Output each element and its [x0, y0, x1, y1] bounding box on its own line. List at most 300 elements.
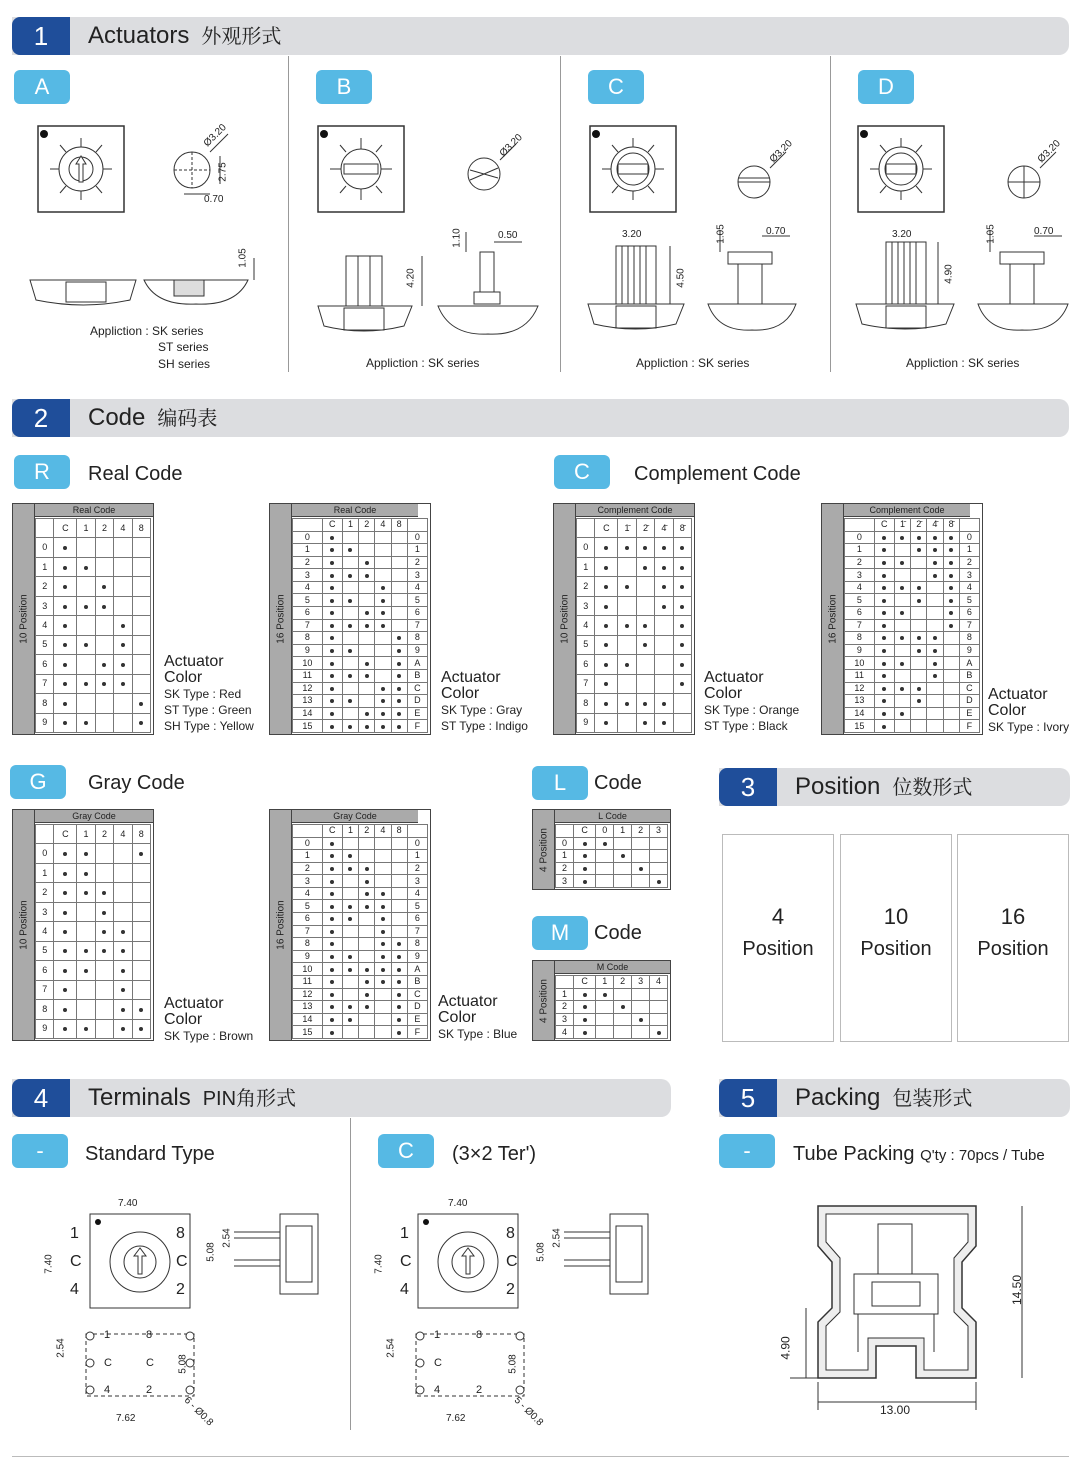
code-dot	[643, 546, 647, 550]
section-bar-packing	[719, 1079, 1070, 1117]
code-dot	[63, 988, 67, 992]
table-side-text: 4 Position	[538, 827, 549, 872]
position-label: Position	[742, 938, 814, 960]
section-title-en: Actuators	[88, 22, 190, 49]
grid-cell	[927, 632, 943, 645]
tube-packing-drawing	[776, 1196, 1036, 1426]
application-label: ST series	[158, 340, 209, 354]
grid-row-header: 7	[293, 925, 323, 938]
grid-row-header: 9	[845, 644, 875, 657]
code-dot	[381, 892, 385, 896]
code-dot	[330, 880, 334, 884]
grid-cell	[54, 883, 77, 902]
grid-cell	[54, 538, 77, 557]
table-row	[845, 632, 980, 645]
grid-cell	[359, 875, 375, 888]
grid-cell	[342, 619, 358, 632]
table-row	[293, 594, 428, 607]
grid-cell	[95, 1000, 113, 1019]
code-dot	[643, 624, 647, 628]
grid-cell	[77, 538, 95, 557]
grid-row-hex: C	[407, 988, 427, 1001]
table-row	[293, 900, 428, 913]
code-dot	[381, 624, 385, 628]
code-dot	[381, 687, 385, 691]
code-dot	[882, 725, 886, 729]
grid-row-header: 7	[36, 980, 54, 999]
grid-cell	[77, 577, 95, 596]
table-row	[845, 581, 980, 594]
grid-cell	[359, 1001, 375, 1014]
grid-cell	[391, 607, 407, 620]
code-dot	[949, 599, 953, 603]
code-dot	[139, 702, 143, 706]
code-dot	[102, 891, 106, 895]
grid-cell	[943, 707, 959, 720]
code-dot	[102, 682, 106, 686]
code-dot	[102, 605, 106, 609]
grid-cell	[632, 850, 650, 863]
grid-cell	[77, 980, 95, 999]
code-dot	[330, 699, 334, 703]
grid-corner	[845, 519, 875, 532]
table-row	[293, 925, 428, 938]
code-dot	[330, 955, 334, 959]
grid-cell	[911, 594, 927, 607]
pin-label: 4	[400, 1281, 409, 1298]
grid-cell	[95, 557, 113, 576]
pin-label: 4	[70, 1281, 79, 1298]
code-dot	[63, 852, 67, 856]
code-dot	[583, 842, 587, 846]
section-title-cn: 包装形式	[892, 1088, 973, 1110]
grid-cell	[359, 1013, 375, 1026]
table-row	[293, 975, 428, 988]
code-dot	[139, 1008, 143, 1012]
section-title-cn: PIN角形式	[202, 1088, 297, 1110]
code-dot	[680, 682, 684, 686]
grid-cell	[636, 713, 654, 732]
table-side-text: 16 Position	[275, 900, 286, 950]
table-side-text: 16 Position	[827, 594, 838, 644]
code-dot	[933, 574, 937, 578]
table-row	[556, 862, 668, 875]
grid-cell	[322, 569, 342, 582]
code-dot	[348, 955, 352, 959]
code-dot	[348, 867, 352, 871]
grid-cell	[342, 875, 358, 888]
actuator-color-item: SK Type : Red	[164, 687, 242, 701]
table-side-text: 10 Position	[18, 594, 29, 644]
grid-cell	[650, 850, 668, 863]
grid-cell	[894, 544, 910, 557]
table-row	[36, 922, 151, 941]
code-dot	[643, 702, 647, 706]
code-dot	[882, 624, 886, 628]
code-dot	[882, 636, 886, 640]
grid-cell	[132, 922, 150, 941]
table-row	[293, 988, 428, 1001]
dim-label: 2.54	[55, 1338, 67, 1358]
code-dot	[84, 949, 88, 953]
grid-cell	[618, 694, 636, 713]
grid-cell	[322, 594, 342, 607]
grid-row-header: 2	[293, 556, 323, 569]
dim-label: 0.70	[766, 226, 786, 237]
table-row	[577, 577, 692, 596]
grid-row-header: 9	[36, 713, 54, 732]
grid-cell	[943, 619, 959, 632]
dim-label: 13.00	[880, 1403, 911, 1417]
grid-cell	[943, 720, 959, 733]
grid-cell	[322, 669, 342, 682]
section-title	[88, 1079, 296, 1118]
grid-col-header: C	[595, 519, 618, 538]
code-dot	[330, 993, 334, 997]
pin-label: C	[70, 1253, 82, 1270]
grid-cell	[342, 887, 358, 900]
grid-corner	[293, 519, 323, 532]
grid-cell	[77, 596, 95, 615]
grid-cell	[359, 544, 375, 557]
grid-cell	[359, 531, 375, 544]
grid-cell	[874, 544, 894, 557]
code-dot	[63, 624, 67, 628]
grid-cell	[342, 632, 358, 645]
grid-cell	[342, 925, 358, 938]
grid-cell	[911, 556, 927, 569]
grid-cell	[632, 837, 650, 850]
pin-label: 2	[176, 1281, 185, 1298]
grid-row-hex: A	[959, 657, 979, 670]
grid-cell	[322, 887, 342, 900]
grid-cell	[911, 720, 927, 733]
code-dot	[604, 566, 608, 570]
grid-cell	[911, 544, 927, 557]
code-dot	[643, 721, 647, 725]
grid-row-header: 3	[36, 596, 54, 615]
grid-cell	[874, 607, 894, 620]
grid-cell	[391, 544, 407, 557]
code-dot	[63, 911, 67, 915]
grid-cell	[894, 607, 910, 620]
grid-cell	[673, 596, 691, 615]
grid-col-header: 2	[95, 825, 113, 844]
code-dot	[121, 969, 125, 973]
complement-code-title: Complement Code	[634, 463, 801, 485]
grid-cell	[655, 577, 673, 596]
grid-cell	[95, 922, 113, 941]
actuator-color-g10	[164, 996, 253, 1044]
tube-packing-label: Tube Packing	[793, 1143, 915, 1165]
code-dot	[643, 566, 647, 570]
code-dot	[330, 725, 334, 729]
table-row	[293, 695, 428, 708]
pin-label: 8	[506, 1225, 515, 1242]
grid-cell	[322, 1001, 342, 1014]
grid-cell	[114, 577, 132, 596]
actuator-color-heading: Actuator	[988, 686, 1048, 703]
grid-col-header: 0	[596, 825, 614, 838]
grid-row-header: 8	[577, 694, 595, 713]
table-side-label	[270, 504, 292, 734]
grid-cell	[943, 569, 959, 582]
grid-row-hex: B	[959, 669, 979, 682]
grid-cell	[322, 900, 342, 913]
grid-row-header: 0	[845, 531, 875, 544]
grid-cell	[636, 694, 654, 713]
code-dot	[330, 867, 334, 871]
grid-row-hex: C	[407, 682, 427, 695]
grid-cell	[342, 1001, 358, 1014]
code-dot	[365, 880, 369, 884]
table-caption: M Code	[555, 961, 670, 974]
code-dot	[882, 536, 886, 540]
code-dot	[917, 687, 921, 691]
grid-row-header: 9	[577, 713, 595, 732]
grid-cell	[596, 862, 614, 875]
dim-label: 7.40	[118, 1198, 138, 1209]
grid-cell	[595, 616, 618, 635]
dim-label: 7.62	[116, 1413, 136, 1424]
grid-cell	[342, 975, 358, 988]
grid-col-header: 1	[77, 519, 95, 538]
grid-row-header: 6	[577, 655, 595, 674]
code-dot	[933, 561, 937, 565]
dim-label: 5.08	[535, 1242, 547, 1262]
grid-cell	[322, 862, 342, 875]
grid-cell	[596, 1001, 614, 1014]
code-dot	[121, 930, 125, 934]
grid-cell	[391, 657, 407, 670]
grid-cell	[391, 850, 407, 863]
pcb-pin-label: 2	[476, 1384, 483, 1396]
grid-cell	[927, 569, 943, 582]
code-dot	[583, 1018, 587, 1022]
table-row	[556, 1013, 668, 1026]
grid-col-header: 1	[596, 976, 614, 989]
grid-row-header: 10	[293, 657, 323, 670]
code-dot	[657, 1031, 661, 1035]
position-box-10	[840, 834, 952, 1042]
gray-code-10-table	[12, 809, 154, 1041]
table-row	[36, 596, 151, 615]
code-dot	[397, 1031, 401, 1035]
grid-cell	[54, 844, 77, 863]
code-dot	[63, 702, 67, 706]
grid-cell	[54, 635, 77, 654]
code-dot	[900, 586, 904, 590]
code-dot	[63, 566, 67, 570]
grid-cell	[342, 900, 358, 913]
dim-label: 6 - Ø0.8	[181, 1394, 216, 1429]
pcb-pin-label: C	[104, 1357, 112, 1369]
code-dot	[84, 643, 88, 647]
code-dot	[900, 611, 904, 615]
section-bar-terminals	[12, 1079, 671, 1117]
grid-row-header: 11	[293, 669, 323, 682]
grid-cell	[632, 1001, 650, 1014]
grid-cell	[655, 713, 673, 732]
grid-cell	[391, 556, 407, 569]
grid-cell	[114, 655, 132, 674]
code-dot	[84, 721, 88, 725]
code-dot	[330, 854, 334, 858]
divider	[830, 56, 831, 372]
grid-row-hex: 9	[407, 644, 427, 657]
divider	[288, 56, 289, 372]
grid-cell	[342, 657, 358, 670]
code-dot	[604, 663, 608, 667]
table-row	[36, 655, 151, 674]
grid-col-header: 8	[391, 519, 407, 532]
grid-cell	[342, 531, 358, 544]
grid-row-hex: D	[407, 1001, 427, 1014]
grid-cell	[614, 1001, 632, 1014]
grid-col-header: 2̄	[911, 519, 927, 532]
grid-cell	[650, 837, 668, 850]
code-dot	[917, 548, 921, 552]
table-row	[845, 644, 980, 657]
complement-code-16-table	[821, 503, 983, 735]
code-dot	[882, 699, 886, 703]
grid-cell	[359, 607, 375, 620]
code-dot	[63, 969, 67, 973]
dim-label: Ø3.20	[1035, 138, 1063, 166]
grid-row-hex: 2	[407, 862, 427, 875]
grid-cell	[595, 538, 618, 557]
grid-row-header: 1	[293, 544, 323, 557]
grid-cell	[894, 594, 910, 607]
grid-cell	[650, 988, 668, 1001]
grid-cell	[943, 632, 959, 645]
code-dot	[949, 561, 953, 565]
grid-cell	[375, 594, 391, 607]
table-row	[577, 557, 692, 576]
section-title-cn: 位数形式	[892, 777, 973, 799]
badge-r: R	[14, 455, 70, 489]
grid-cell	[54, 1019, 77, 1038]
code-dot	[121, 624, 125, 628]
grid-col-header: 1̄	[618, 519, 636, 538]
grid-row-header: 1	[36, 557, 54, 576]
grid-cell	[650, 862, 668, 875]
grid-row-hex: 5	[959, 594, 979, 607]
table-row	[293, 632, 428, 645]
grid-cell	[375, 963, 391, 976]
code-dot	[900, 636, 904, 640]
code-dot	[680, 624, 684, 628]
actuator-color-item: SK Type : Blue	[438, 1027, 518, 1041]
grid-cell	[927, 607, 943, 620]
pcb-pin-label: 1	[104, 1329, 111, 1341]
grid-cell	[874, 644, 894, 657]
grid-cell	[391, 1013, 407, 1026]
grid-cell	[943, 544, 959, 557]
code-dot	[381, 942, 385, 946]
table-row	[36, 941, 151, 960]
code-dot	[102, 663, 106, 667]
grid-cell	[927, 581, 943, 594]
code-dot	[949, 624, 953, 628]
pcb-pin-label: 8	[476, 1329, 483, 1341]
grid-cell	[911, 531, 927, 544]
code-dot	[381, 968, 385, 972]
divider	[350, 1118, 351, 1430]
pin-label: C	[506, 1253, 518, 1270]
grid-cell	[636, 655, 654, 674]
grid-cell	[375, 669, 391, 682]
table-row	[293, 837, 428, 850]
grid-cell	[894, 657, 910, 670]
code-dot	[84, 1027, 88, 1031]
code-dot	[621, 854, 625, 858]
grid-row-header: 0	[293, 531, 323, 544]
code-dot	[381, 586, 385, 590]
grid-cell	[342, 556, 358, 569]
actuator-color-heading: Color	[704, 685, 743, 702]
3x2-ter-title: (3×2 Ter')	[452, 1143, 537, 1165]
grid-cell	[874, 632, 894, 645]
table-row	[577, 674, 692, 693]
grid-cell	[114, 980, 132, 999]
badge-tube: -	[719, 1134, 775, 1168]
badge-c-code: C	[554, 455, 610, 489]
grid-cell	[655, 694, 673, 713]
grid-row-header: 9	[36, 1019, 54, 1038]
grid-col-header: 1	[342, 825, 358, 838]
grid-cell	[874, 569, 894, 582]
grid-cell	[655, 655, 673, 674]
code-dot	[643, 643, 647, 647]
grid-cell	[77, 844, 95, 863]
table-side-label	[13, 810, 35, 1040]
grid-cell	[595, 713, 618, 732]
actuator-color-item: ST Type : Green	[164, 703, 252, 717]
grid-cell	[650, 1001, 668, 1014]
table-side-label	[533, 961, 555, 1040]
section-number: 3	[719, 768, 777, 806]
dim-label: 7.62	[446, 1413, 466, 1424]
grid-cell	[391, 900, 407, 913]
grid-col-header: 4̄	[927, 519, 943, 532]
code-dot	[330, 687, 334, 691]
code-dot	[933, 649, 937, 653]
grid-row-header: 5	[845, 594, 875, 607]
table-row	[293, 875, 428, 888]
grid-cell	[114, 713, 132, 732]
grid-row-header: 3	[36, 902, 54, 921]
table-caption: Real Code	[292, 504, 418, 517]
grid-col-header: 4	[114, 519, 132, 538]
code-dot	[365, 624, 369, 628]
code-dot	[917, 699, 921, 703]
code-dot	[121, 682, 125, 686]
section-title-cn: 编码表	[157, 408, 218, 430]
grid-row-hex: 1	[407, 850, 427, 863]
grid-corner	[407, 825, 427, 838]
actuator-color-item: SH Type : Yellow	[164, 719, 254, 733]
code-dot	[365, 725, 369, 729]
grid-cell	[911, 695, 927, 708]
table-row	[36, 1019, 151, 1038]
grid-row-header: 2	[845, 556, 875, 569]
grid-cell	[874, 581, 894, 594]
grid-cell	[614, 988, 632, 1001]
pin-label: 1	[400, 1225, 409, 1242]
code-dot	[397, 980, 401, 984]
grid-cell	[618, 557, 636, 576]
